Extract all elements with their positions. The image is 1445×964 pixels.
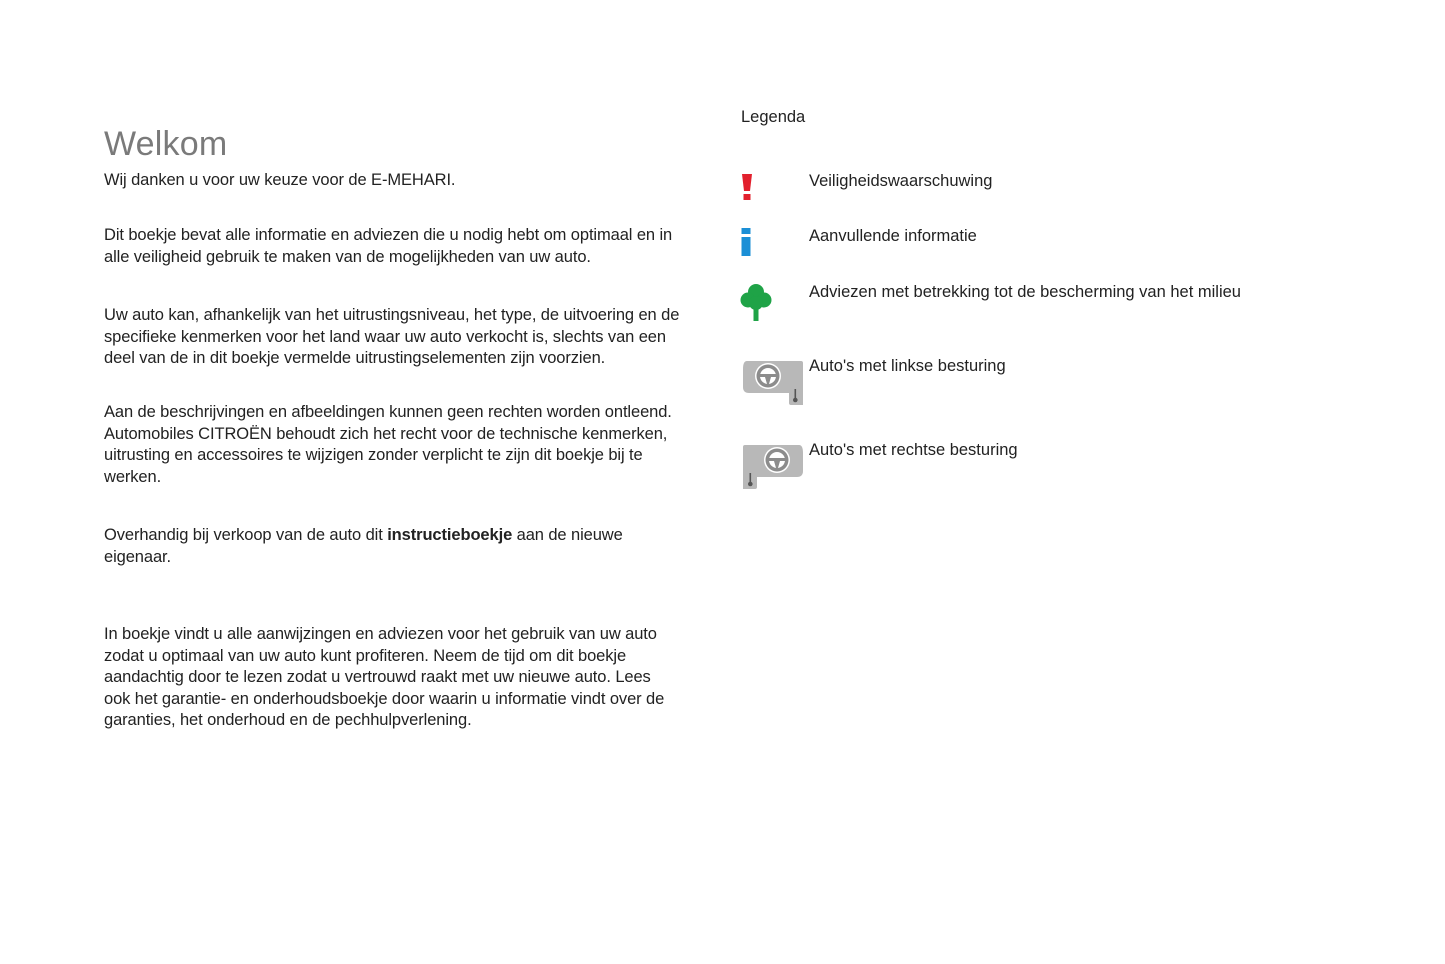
handover-paragraph — [104, 525, 694, 568]
legend-item-environment — [741, 282, 1341, 322]
right-hand-drive-icon — [741, 443, 805, 496]
rights-paragraph: Aan de beschrijvingen en afbeeldingen kunnen geen rechten worden ontleend. Automobiles CITROËN behoudt zich het recht voor de technische kenmerken, uitrusting en accessoires te wijzigen zonder verplicht te zijn dit boekje bij te werken. — [104, 403, 672, 486]
handover-text-start: Overhandig bij verkoop van de auto dit — [104, 526, 388, 544]
warning-exclamation-icon — [740, 173, 754, 206]
legend-title: Legenda — [741, 108, 806, 126]
equipment-paragraph: Uw auto kan, afhankelijk van het uitrustingsniveau, het type, de uitvoering en de specifieke kenmerken voor het land waar uw auto verkocht is, slechts van een deel van de in dit boekje vermelde uitrustingselementen zijn voorzien. — [104, 306, 680, 367]
intro-paragraph: Wij danken u voor uw keuze voor de E-MEHARI. — [104, 171, 456, 189]
legend-label-right-hand-drive: Auto's met rechtse besturing — [809, 441, 1018, 459]
info-icon — [740, 228, 752, 261]
page-title: Welkom — [104, 124, 228, 163]
legend-item-right-hand-drive — [741, 440, 1341, 492]
legend-label-warning: Veiligheidswaarschuwing — [809, 172, 993, 190]
usage-paragraph: In boekje vindt u alle aanwijzingen en adviezen voor het gebruik van uw auto zodat u optimaal van uw auto kunt profiteren. Neem de tijd om dit boekje aandachtig door te lezen zodat u vertrouwd raakt met uw nieuwe auto. Lees ook het garantie- en onderhoudsboekje door waarin u informatie vindt over de garanties, het onderhoud en de pechhulpverlening. — [104, 625, 665, 729]
handover-bold-term: instructieboekje — [387, 526, 513, 544]
legend-item-warning — [741, 171, 1341, 201]
legend-item-left-hand-drive — [741, 356, 1341, 408]
tree-icon — [740, 283, 772, 326]
booklet-info-paragraph: Dit boekje bevat alle informatie en adviezen die u nodig hebt om optimaal en in alle veiligheid gebruik te maken van de mogelijkheden van uw auto. — [104, 226, 673, 266]
legend-item-info — [741, 226, 1341, 256]
left-hand-drive-icon — [741, 359, 805, 412]
handover-text-end: aan de nieuwe eigenaar. — [104, 526, 623, 566]
legend-label-left-hand-drive: Auto's met linkse besturing — [809, 357, 1006, 375]
legend-label-info: Aanvullende informatie — [809, 227, 977, 245]
legend-label-environment: Adviezen met betrekking tot de bescherming van het milieu — [809, 283, 1241, 301]
